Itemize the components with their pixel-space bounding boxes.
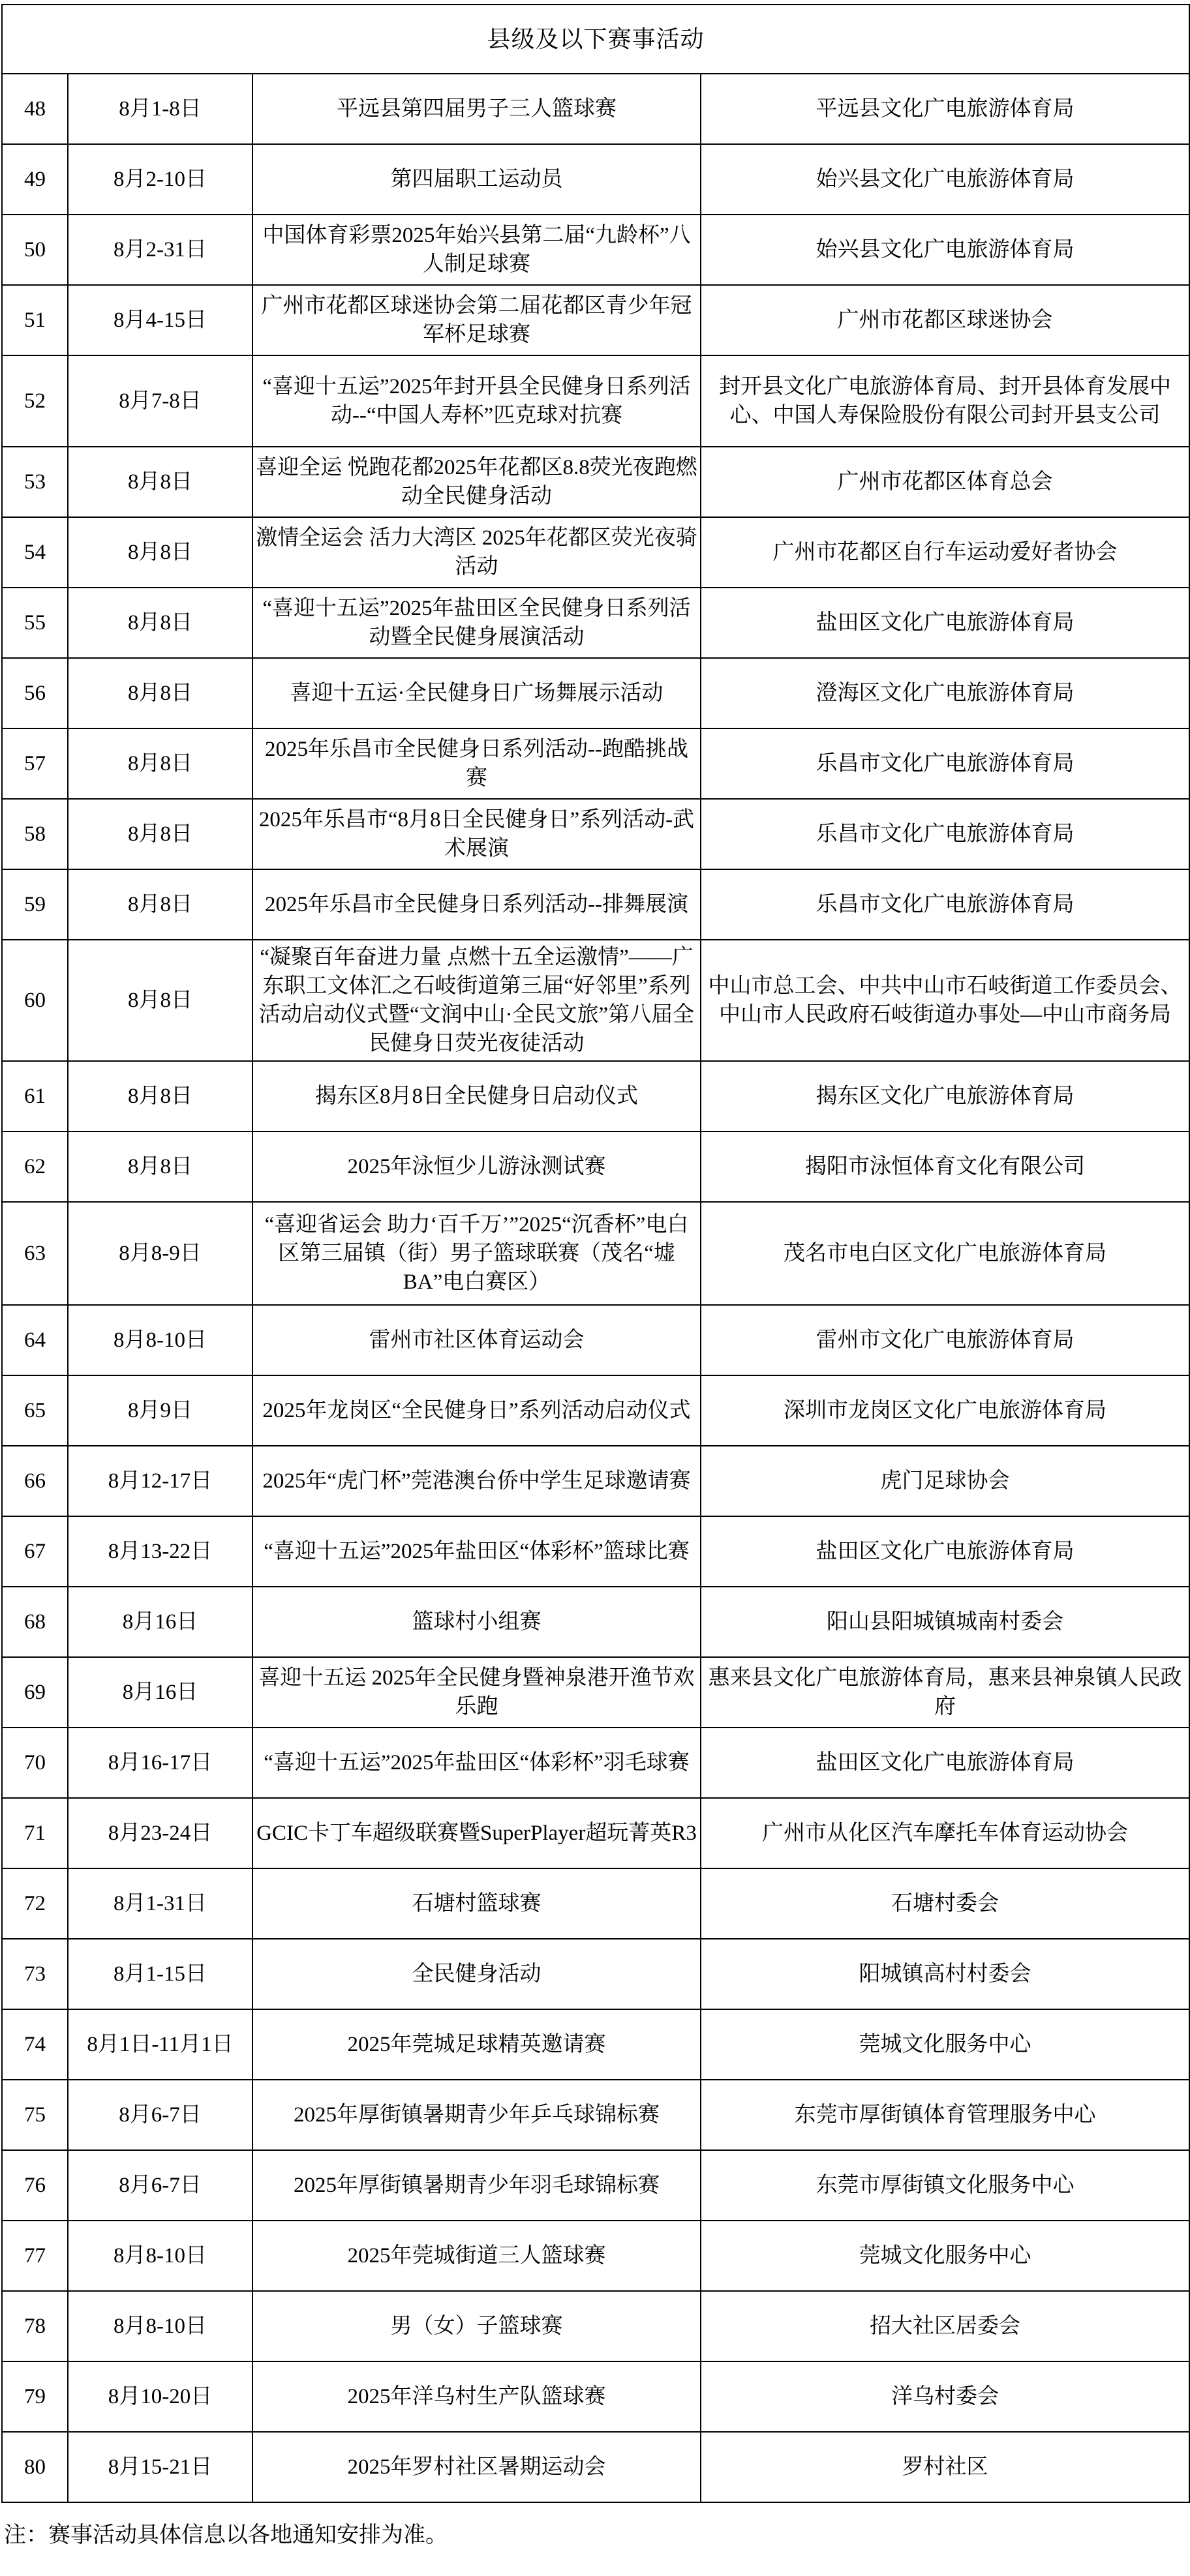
organizer-cell: 乐昌市文化广电旅游体育局 [701, 869, 1189, 940]
event-date-cell: 8月13-22日 [68, 1516, 252, 1587]
row-number-cell: 63 [2, 1202, 68, 1305]
table-row [2, 1728, 1189, 1798]
event-date-cell: 8月8日 [68, 658, 252, 728]
row-number-cell: 50 [2, 215, 68, 285]
row-number-cell: 65 [2, 1375, 68, 1446]
organizer-cell: 莞城文化服务中心 [701, 2009, 1189, 2080]
row-number-cell: 57 [2, 728, 68, 799]
row-number-cell: 55 [2, 588, 68, 658]
table-row [2, 1305, 1189, 1375]
row-number-cell: 51 [2, 285, 68, 355]
row-number-cell: 62 [2, 1131, 68, 1202]
organizer-cell: 茂名市电白区文化广电旅游体育局 [701, 1202, 1189, 1305]
event-name-cell: 2025年乐昌市全民健身日系列活动--排舞展演 [252, 869, 701, 940]
event-name-cell: 2025年乐昌市全民健身日系列活动--跑酷挑战赛 [252, 728, 701, 799]
event-date-cell: 8月6-7日 [68, 2080, 252, 2150]
event-name-cell: 雷州市社区体育运动会 [252, 1305, 701, 1375]
row-number-cell: 77 [2, 2221, 68, 2291]
event-name-cell: 喜迎十五运 2025年全民健身暨神泉港开渔节欢乐跑 [252, 1657, 701, 1728]
event-date-cell: 8月1-8日 [68, 74, 252, 144]
organizer-cell: 广州市花都区体育总会 [701, 447, 1189, 517]
organizer-cell: 揭东区文化广电旅游体育局 [701, 1061, 1189, 1131]
table-row [2, 1516, 1189, 1587]
organizer-cell: 澄海区文化广电旅游体育局 [701, 658, 1189, 728]
table-row [2, 940, 1189, 1061]
event-date-cell: 8月8日 [68, 799, 252, 869]
row-number-cell: 53 [2, 447, 68, 517]
event-name-cell: 石塘村篮球赛 [252, 1868, 701, 1939]
event-date-cell: 8月9日 [68, 1375, 252, 1446]
organizer-cell: 虎门足球协会 [701, 1446, 1189, 1516]
event-name-cell: “喜迎十五运”2025年盐田区全民健身日系列活动暨全民健身展演活动 [252, 588, 701, 658]
organizer-cell: 广州市花都区自行车运动爱好者协会 [701, 517, 1189, 588]
event-name-cell: 中国体育彩票2025年始兴县第二届“九龄杯”八人制足球赛 [252, 215, 701, 285]
table-row [2, 658, 1189, 728]
table-row [2, 1202, 1189, 1305]
table-row [2, 1939, 1189, 2009]
table-row [2, 728, 1189, 799]
event-name-cell: 揭东区8月8日全民健身日启动仪式 [252, 1061, 701, 1131]
organizer-cell: 罗村社区 [701, 2432, 1189, 2502]
event-date-cell: 8月7-8日 [68, 355, 252, 447]
row-number-cell: 73 [2, 1939, 68, 2009]
table-row [2, 285, 1189, 355]
event-date-cell: 8月1-31日 [68, 1868, 252, 1939]
table-row [2, 447, 1189, 517]
event-name-cell: 第四届职工运动员 [252, 144, 701, 215]
event-name-cell: 喜迎全运 悦跑花都2025年花都区8.8荧光夜跑燃动全民健身活动 [252, 447, 701, 517]
event-date-cell: 8月2-10日 [68, 144, 252, 215]
event-date-cell: 8月8日 [68, 517, 252, 588]
table-header [2, 5, 1189, 74]
event-date-cell: 8月16-17日 [68, 1728, 252, 1798]
row-number-cell: 48 [2, 74, 68, 144]
event-date-cell: 8月12-17日 [68, 1446, 252, 1516]
row-number-cell: 54 [2, 517, 68, 588]
event-date-cell: 8月8日 [68, 869, 252, 940]
event-date-cell: 8月8日 [68, 940, 252, 1061]
table-row [2, 355, 1189, 447]
row-number-cell: 76 [2, 2150, 68, 2221]
section-title-row [2, 5, 1189, 74]
table-row [2, 2432, 1189, 2502]
event-name-cell: 男（女）子篮球赛 [252, 2291, 701, 2361]
event-name-cell: GCIC卡丁车超级联赛暨SuperPlayer超玩菁英R3 [252, 1798, 701, 1868]
event-name-cell: 篮球村小组赛 [252, 1587, 701, 1657]
table-row [2, 2361, 1189, 2432]
event-date-cell: 8月10-20日 [68, 2361, 252, 2432]
event-date-cell: 8月16日 [68, 1587, 252, 1657]
table-row [2, 144, 1189, 215]
event-name-cell: 2025年泳恒少儿游泳测试赛 [252, 1131, 701, 1202]
table-row [2, 517, 1189, 588]
event-name-cell: 平远县第四届男子三人篮球赛 [252, 74, 701, 144]
event-date-cell: 8月8日 [68, 728, 252, 799]
organizer-cell: 惠来县文化广电旅游体育局，惠来县神泉镇人民政府 [701, 1657, 1189, 1728]
table-row [2, 2150, 1189, 2221]
event-name-cell: 广州市花都区球迷协会第二届花都区青少年冠军杯足球赛 [252, 285, 701, 355]
event-date-cell: 8月8日 [68, 447, 252, 517]
county-events-table [1, 4, 1190, 2503]
event-date-cell: 8月1-15日 [68, 1939, 252, 2009]
event-date-cell: 8月8-10日 [68, 1305, 252, 1375]
event-date-cell: 8月23-24日 [68, 1798, 252, 1868]
event-name-cell: 2025年洋乌村生产队篮球赛 [252, 2361, 701, 2432]
table-row [2, 2080, 1189, 2150]
organizer-cell: 东莞市厚街镇体育管理服务中心 [701, 2080, 1189, 2150]
event-name-cell: 2025年“虎门杯”莞港澳台侨中学生足球邀请赛 [252, 1446, 701, 1516]
row-number-cell: 70 [2, 1728, 68, 1798]
event-name-cell: 全民健身活动 [252, 1939, 701, 2009]
event-name-cell: 2025年厚街镇暑期青少年羽毛球锦标赛 [252, 2150, 701, 2221]
organizer-cell: 东莞市厚街镇文化服务中心 [701, 2150, 1189, 2221]
event-name-cell: 喜迎十五运·全民健身日广场舞展示活动 [252, 658, 701, 728]
section-title: 县级及以下赛事活动 [2, 5, 1189, 74]
event-name-cell: “喜迎十五运”2025年盐田区“体彩杯”篮球比赛 [252, 1516, 701, 1587]
table-row [2, 1061, 1189, 1131]
organizer-cell: 洋乌村委会 [701, 2361, 1189, 2432]
event-date-cell: 8月1日-11月1日 [68, 2009, 252, 2080]
row-number-cell: 68 [2, 1587, 68, 1657]
event-name-cell: 2025年龙岗区“全民健身日”系列活动启动仪式 [252, 1375, 701, 1446]
table-row [2, 2009, 1189, 2080]
organizer-cell: 莞城文化服务中心 [701, 2221, 1189, 2291]
organizer-cell: 雷州市文化广电旅游体育局 [701, 1305, 1189, 1375]
organizer-cell: 平远县文化广电旅游体育局 [701, 74, 1189, 144]
event-name-cell: “凝聚百年奋进力量 点燃十五全运激情”——广东职工文体汇之石岐街道第三届“好邻里”系列活动启动仪式暨“文润中山·全民文旅”第八届全民健身日荧光夜徒活动 [252, 940, 701, 1061]
row-number-cell: 75 [2, 2080, 68, 2150]
organizer-cell: 广州市从化区汽车摩托车体育运动协会 [701, 1798, 1189, 1868]
row-number-cell: 72 [2, 1868, 68, 1939]
event-name-cell: 2025年莞城街道三人篮球赛 [252, 2221, 701, 2291]
event-name-cell: 激情全运会 活力大湾区 2025年花都区荧光夜骑活动 [252, 517, 701, 588]
event-name-cell: 2025年罗村社区暑期运动会 [252, 2432, 701, 2502]
event-date-cell: 8月16日 [68, 1657, 252, 1728]
event-date-cell: 8月4-15日 [68, 285, 252, 355]
organizer-cell: 封开县文化广电旅游体育局、封开县体育发展中心、中国人寿保险股份有限公司封开县支公司 [701, 355, 1189, 447]
table-row [2, 74, 1189, 144]
row-number-cell: 80 [2, 2432, 68, 2502]
table-row [2, 1868, 1189, 1939]
row-number-cell: 66 [2, 1446, 68, 1516]
table-body [2, 74, 1189, 2502]
organizer-cell: 盐田区文化广电旅游体育局 [701, 1728, 1189, 1798]
event-date-cell: 8月8日 [68, 1131, 252, 1202]
row-number-cell: 67 [2, 1516, 68, 1587]
organizer-cell: 乐昌市文化广电旅游体育局 [701, 799, 1189, 869]
event-name-cell: 2025年莞城足球精英邀请赛 [252, 2009, 701, 2080]
organizer-cell: 乐昌市文化广电旅游体育局 [701, 728, 1189, 799]
event-date-cell: 8月6-7日 [68, 2150, 252, 2221]
table-row [2, 1375, 1189, 1446]
table-row [2, 588, 1189, 658]
row-number-cell: 64 [2, 1305, 68, 1375]
row-number-cell: 69 [2, 1657, 68, 1728]
event-date-cell: 8月15-21日 [68, 2432, 252, 2502]
row-number-cell: 58 [2, 799, 68, 869]
row-number-cell: 60 [2, 940, 68, 1061]
footer-note: 注：赛事活动具体信息以各地通知安排为准。 [4, 2523, 448, 2547]
table-row [2, 869, 1189, 940]
row-number-cell: 61 [2, 1061, 68, 1131]
table-row [2, 1587, 1189, 1657]
organizer-cell: 广州市花都区球迷协会 [701, 285, 1189, 355]
table-row [2, 1657, 1189, 1728]
table-row [2, 2221, 1189, 2291]
row-number-cell: 59 [2, 869, 68, 940]
table-row [2, 1131, 1189, 1202]
row-number-cell: 71 [2, 1798, 68, 1868]
table-row [2, 2291, 1189, 2361]
event-date-cell: 8月2-31日 [68, 215, 252, 285]
organizer-cell: 招大社区居委会 [701, 2291, 1189, 2361]
organizer-cell: 盐田区文化广电旅游体育局 [701, 1516, 1189, 1587]
event-name-cell: “喜迎十五运”2025年封开县全民健身日系列活动--“中国人寿杯”匹克球对抗赛 [252, 355, 701, 447]
row-number-cell: 74 [2, 2009, 68, 2080]
row-number-cell: 52 [2, 355, 68, 447]
row-number-cell: 56 [2, 658, 68, 728]
organizer-cell: 阳城镇高村村委会 [701, 1939, 1189, 2009]
table-row [2, 1798, 1189, 1868]
organizer-cell: 揭阳市泳恒体育文化有限公司 [701, 1131, 1189, 1202]
event-date-cell: 8月8日 [68, 588, 252, 658]
organizer-cell: 阳山县阳城镇城南村委会 [701, 1587, 1189, 1657]
event-name-cell: 2025年乐昌市“8月8日全民健身日”系列活动-武术展演 [252, 799, 701, 869]
organizer-cell: 盐田区文化广电旅游体育局 [701, 588, 1189, 658]
organizer-cell: 始兴县文化广电旅游体育局 [701, 144, 1189, 215]
table-row [2, 1446, 1189, 1516]
event-date-cell: 8月8-10日 [68, 2291, 252, 2361]
event-date-cell: 8月8-10日 [68, 2221, 252, 2291]
event-name-cell: 2025年厚街镇暑期青少年乒乓球锦标赛 [252, 2080, 701, 2150]
event-date-cell: 8月8日 [68, 1061, 252, 1131]
organizer-cell: 始兴县文化广电旅游体育局 [701, 215, 1189, 285]
organizer-cell: 中山市总工会、中共中山市石岐街道工作委员会、中山市人民政府石岐街道办事处—中山市商务局 [701, 940, 1189, 1061]
event-name-cell: “喜迎省运会 助力‘百千万’”2025“沉香杯”电白区第三届镇（街）男子篮球联赛（茂名“墟BA”电白赛区） [252, 1202, 701, 1305]
row-number-cell: 49 [2, 144, 68, 215]
table-row [2, 215, 1189, 285]
organizer-cell: 深圳市龙岗区文化广电旅游体育局 [701, 1375, 1189, 1446]
event-name-cell: “喜迎十五运”2025年盐田区“体彩杯”羽毛球赛 [252, 1728, 701, 1798]
organizer-cell: 石塘村委会 [701, 1868, 1189, 1939]
table-row [2, 799, 1189, 869]
event-date-cell: 8月8-9日 [68, 1202, 252, 1305]
row-number-cell: 78 [2, 2291, 68, 2361]
row-number-cell: 79 [2, 2361, 68, 2432]
